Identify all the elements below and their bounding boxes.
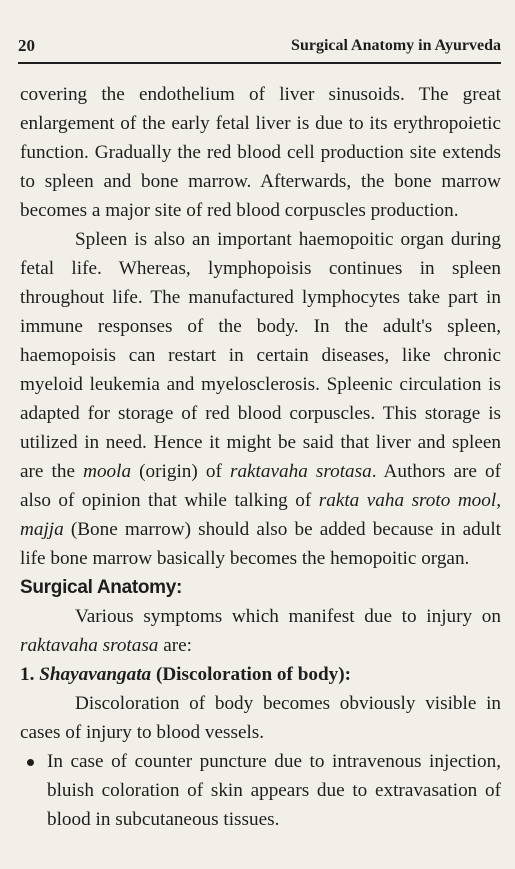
paragraph-2-text-g: (Bone marrow) should also be added because in adult life bone marrow basically becomes the hemopoitic organ. xyxy=(20,519,501,569)
paragraph-3 xyxy=(20,602,501,660)
subheading-shayavangata xyxy=(20,660,501,689)
paragraph-2 xyxy=(20,225,501,573)
bullet-icon xyxy=(27,759,34,766)
section-heading: Surgical Anatomy: xyxy=(20,577,183,598)
paragraph-3-text-a: Various symptoms which manifest due to injury on xyxy=(75,606,501,627)
bullet-item-1-text: In case of counter puncture due to intravenous injection, bluish coloration of skin appears due to extravasation of blood in subcutaneous tissues. xyxy=(47,751,501,830)
body-text xyxy=(20,80,501,834)
bullet-item-1 xyxy=(20,747,501,834)
paragraph-2-text-e: . Authors are of also of opinion that while talking of xyxy=(20,461,501,511)
page-number: 20 xyxy=(18,36,35,55)
term-raktavaha-srotasa-2: raktavaha srotasa xyxy=(20,635,159,656)
paragraph-2-text-a: Spleen is also an important haemopoitic organ during fetal life. Whereas, lymphopoisis continues in spleen throughout life. The manufactured lymphocytes take part in immune responses of the body. In the adult's spleen, haemopoisis can restart in certain diseases, like chronic myeloid leukemia and myelosclerosis. Spleenic circulation is adapted for storage of red blood corpuscles. This storage is utilized in need. Hence it might be said that liver and spleen are the xyxy=(20,229,501,482)
term-moola: moola xyxy=(83,461,132,482)
paragraph-3-text-c: are: xyxy=(158,635,192,656)
paragraph-1: covering the endothelium of liver sinusoids. The great enlargement of the early fetal liver is due to its erythropoietic function. Gradually the red blood cell production site extends to spleen and bone marrow. Afterwards, the bone marrow becomes a major site of red blood corpuscles production. xyxy=(20,84,501,221)
page-header xyxy=(18,36,501,64)
subheading-number: 1. xyxy=(20,664,40,685)
paragraph-4: Discoloration of body becomes obviously visible in cases of injury to blood vessels. xyxy=(20,693,501,743)
term-raktavaha-srotasa: raktavaha srotasa xyxy=(229,461,372,482)
term-rakta-vaha-sroto-mool: rakta vaha sroto mool, majja xyxy=(20,490,502,540)
subheading-rest: (Discoloration of body): xyxy=(151,664,351,685)
running-title: Surgical Anatomy in Ayurveda xyxy=(291,37,501,54)
term-shayavangata: Shayavangata xyxy=(39,664,152,685)
paragraph-2-text-c: (origin) of xyxy=(131,461,230,482)
